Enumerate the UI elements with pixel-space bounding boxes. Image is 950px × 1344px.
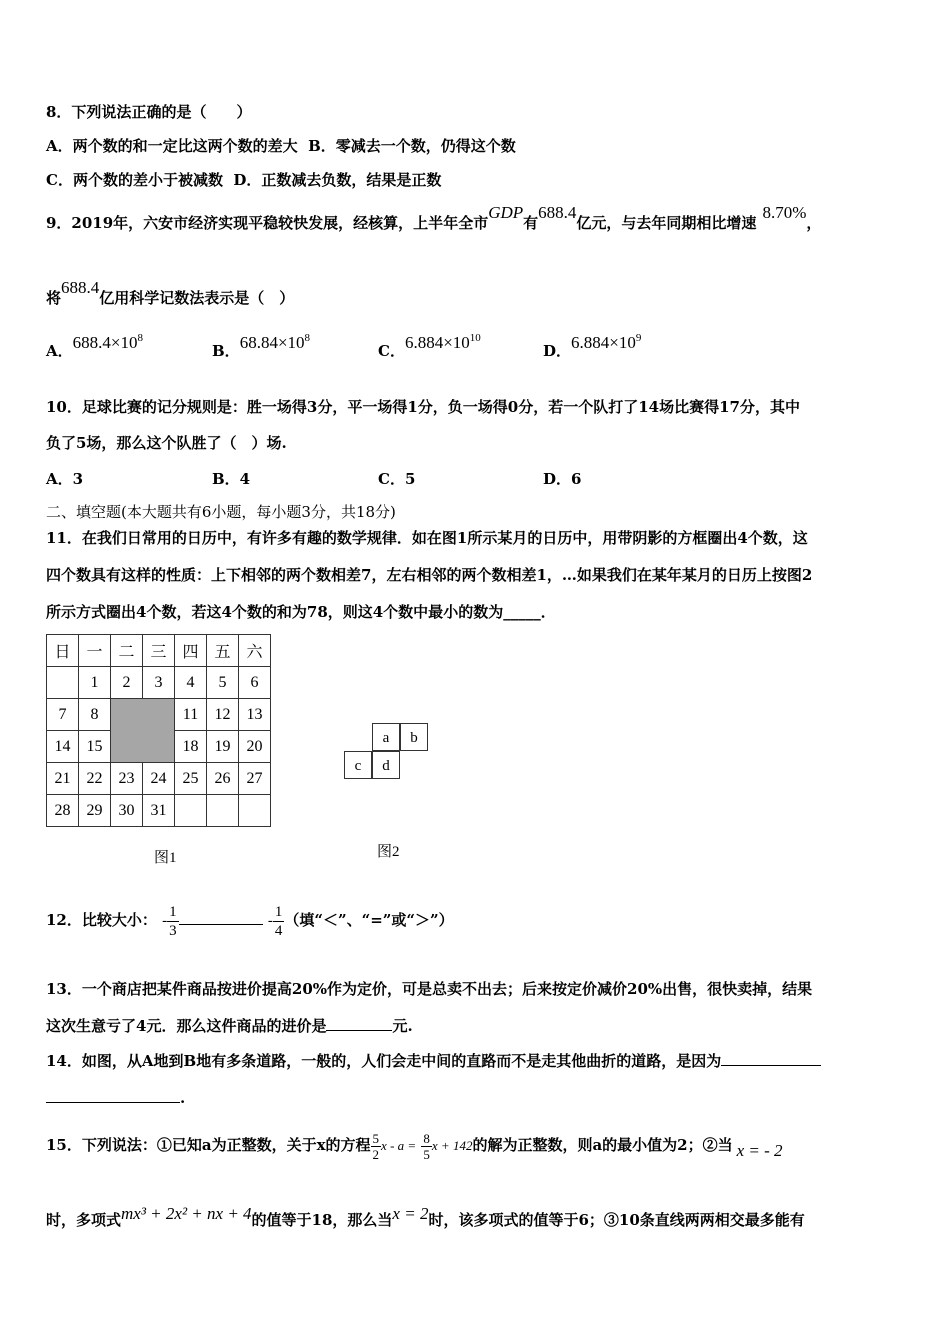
q12-answer-blank[interactable] [179, 924, 263, 925]
calendar-header-cell: 三 [143, 635, 175, 667]
q10-line2: 负了5场，那么这个队胜了（ ）场. [46, 434, 287, 452]
q15-line2-post: 时，该多项式的值等于6；③10条直线两两相交最多能有 [428, 1211, 805, 1229]
q10-option-c: C．5 [378, 470, 416, 488]
calendar-cell [47, 667, 79, 699]
calendar-cell: 18 [175, 731, 207, 763]
q9-option-d [543, 332, 642, 361]
q14-line1 [46, 1051, 821, 1071]
calendar-header-row [47, 635, 271, 667]
calendar-cell: 31 [143, 795, 175, 827]
q15-line2 [46, 1202, 805, 1238]
q12-fraction2 [273, 903, 285, 940]
q9-option-a-exp: 8 [137, 332, 143, 344]
q9-option-b [212, 332, 311, 361]
calendar-figure-1 [46, 634, 271, 827]
q11-line2: 四个数具有这样的性质：上下相邻的两个数相差7，左右相邻的两个数相差1，…如果我们在某年某月的日历上按图2 [46, 566, 813, 584]
q9-option-b-label: B． [212, 342, 240, 360]
q9-line2-pre: 将 [46, 289, 62, 307]
q15-eq-fraction1-den: 2 [372, 1146, 380, 1162]
calendar-header-cell: 一 [79, 635, 111, 667]
q9-line2-post: 亿用科学记数法表示是（ ） [99, 289, 295, 307]
calendar-cell: 20 [239, 731, 271, 763]
q10-option-b: B．4 [212, 470, 251, 488]
figure-1-caption: 图1 [154, 850, 177, 866]
q9-option-a-label: A． [46, 342, 73, 360]
calendar-cell [175, 795, 207, 827]
q12-fraction1-num: 1 [169, 903, 177, 920]
q12-fraction1-sign: - [162, 913, 168, 929]
q13-line1: 13．一个商店把某件商品按进价提高20%作为定价，可是总卖不出去；后来按定价减价20%出售，很快卖掉，结果 [46, 980, 813, 998]
q10-line1: 10．足球比赛的记分规则是：胜一场得3分，平一场得1分，负一场得0分，若一个队打了14场比赛得17分，其中 [46, 398, 800, 416]
q15-eq-mid: x - a = [381, 1138, 417, 1153]
calendar-header-cell: 四 [175, 635, 207, 667]
q12-fraction2-den: 4 [274, 922, 283, 939]
q15-eq-fraction2-den: 5 [423, 1146, 430, 1162]
q9-option-b-exp: 8 [304, 332, 311, 344]
q14-answer-blank-1[interactable] [721, 1065, 821, 1066]
q14-line2 [46, 1088, 185, 1108]
calendar-cell: 2 [111, 667, 143, 699]
q8-options-row2 [46, 170, 441, 190]
q11-line3: 所示方式圈出4个数，若这4个数的和为78，则这4个数中最小的数为_____． [46, 603, 556, 621]
shaded-box [111, 699, 175, 763]
calendar-row [47, 667, 271, 699]
figure-2-caption: 图2 [377, 844, 400, 860]
calendar-cell [239, 795, 271, 827]
q9-option-a-base: 688.4×10 [72, 333, 138, 352]
q13-line2 [46, 1016, 413, 1036]
q13-line2-pre: 这次生意亏了4元．那么这件商品的进价是 [46, 1017, 327, 1035]
q9-text4: ， [806, 214, 822, 232]
q9-option-c-base: 6.884×10 [404, 333, 470, 352]
q9-option-c-math [405, 333, 481, 352]
q8-option-b: B．零减去一个数，仍得这个数 [308, 137, 516, 155]
calendar-row [47, 699, 271, 731]
figure-2-cell-c: c [344, 751, 372, 779]
q15-eq-fraction2 [421, 1131, 432, 1162]
calendar-cell: 23 [111, 763, 143, 795]
calendar-header-cell: 日 [47, 635, 79, 667]
calendar-cell: 27 [239, 763, 271, 795]
calendar-header-cell: 六 [239, 635, 271, 667]
q15-line1 [46, 1125, 783, 1166]
q8-option-c: C．两个数的差小于被减数 [46, 171, 223, 189]
q8-option-a: A．两个数的和一定比这两个数的差大 [46, 137, 298, 155]
q9-gdp: GDP [488, 203, 524, 222]
calendar-cell: 7 [47, 699, 79, 731]
q12-line [46, 898, 454, 943]
q8-options-row1 [46, 136, 516, 156]
q9-option-c [378, 332, 481, 361]
q12-post: （填“＜”、“=”或“＞”） [284, 911, 454, 929]
q14-line2-post: . [180, 1089, 186, 1107]
q15-eq-fraction2-num: 8 [423, 1130, 430, 1146]
q9-option-d-label: D． [543, 342, 572, 360]
calendar-cell: 19 [207, 731, 239, 763]
calendar-row [47, 795, 271, 827]
calendar-cell [207, 795, 239, 827]
figure-2-cell-b: b [400, 723, 428, 751]
q9-value: 688.4 [538, 203, 577, 222]
calendar-cell: 14 [47, 731, 79, 763]
calendar-cell: 4 [175, 667, 207, 699]
calendar-cell: 28 [47, 795, 79, 827]
q9-option-d-exp: 9 [635, 332, 642, 344]
q11-line1: 11．在我们日常用的日历中，有许多有趣的数学规律．如在图1所示某月的日历中，用带阴影的方框圈出4个数，这 [46, 529, 808, 547]
calendar-header-cell: 五 [207, 635, 239, 667]
q15-cond: x = - 2 [736, 1141, 783, 1160]
q15-eq-fraction1 [371, 1131, 382, 1162]
calendar-cell: 15 [79, 731, 111, 763]
q14-line1-text: 14．如图，从A地到B地有多条道路，一般的，人们会走中间的直路而不是走其他曲折的道路，是因为 [46, 1052, 722, 1070]
q15-line2-mid: 的值等于18，那么当 [251, 1211, 393, 1229]
q15-mid: 的解为正整数，则a的最小值为2；②当 [472, 1136, 733, 1154]
calendar-cell: 6 [239, 667, 271, 699]
calendar-cell: 11 [175, 699, 207, 731]
q15-eq-end: x + 142 [431, 1138, 473, 1153]
q9-text2: 有 [523, 214, 539, 232]
calendar-cell: 13 [239, 699, 271, 731]
calendar-cell: 8 [79, 699, 111, 731]
q10-option-a: A．3 [46, 470, 84, 488]
calendar-cell: 1 [79, 667, 111, 699]
q9-text1: 9．2019年，六安市经济实现平稳较快发展，经核算，上半年全市 [46, 214, 489, 232]
q12-pre: 12．比较大小： [46, 911, 157, 929]
q12-fraction1 [167, 903, 179, 940]
q9-option-b-base: 68.84×10 [239, 333, 305, 352]
q8-option-d: D．正数减去负数，结果是正数 [233, 171, 442, 189]
q14-answer-blank-2[interactable] [46, 1102, 180, 1103]
q13-answer-blank[interactable] [326, 1030, 392, 1031]
q9-line2-value: 688.4 [61, 278, 100, 297]
q9-option-d-base: 6.884×10 [571, 333, 636, 352]
calendar-cell: 5 [207, 667, 239, 699]
q15-polynomial: mx³ + 2x² + nx + 4 [121, 1204, 252, 1223]
calendar-cell: 22 [79, 763, 111, 795]
calendar-cell: 29 [79, 795, 111, 827]
q12-fraction1-den: 3 [169, 922, 177, 939]
q15-line2-pre: 时，多项式 [46, 1211, 122, 1229]
q9-rate: 8.70% [762, 203, 807, 222]
q12-fraction2-num: 1 [274, 903, 283, 920]
q10-option-d: D．6 [543, 470, 582, 488]
calendar-cell: 21 [47, 763, 79, 795]
calendar-row [47, 763, 271, 795]
section-2-heading: 二、填空题(本大题共有6小题，每小题3分，共18分) [46, 503, 396, 521]
calendar-cell: 25 [175, 763, 207, 795]
calendar-cell: 30 [111, 795, 143, 827]
calendar-cell: 24 [143, 763, 175, 795]
calendar-cell: 12 [207, 699, 239, 731]
calendar-cell: 26 [207, 763, 239, 795]
q12-fraction2-sign: - [267, 913, 273, 929]
q13-line2-post: 元. [392, 1017, 413, 1035]
q15-pre: 15．下列说法：①已知a为正整数，关于x的方程 [46, 1136, 371, 1154]
q9-text3: 亿元，与去年同期相比增速 [576, 214, 757, 232]
q9-line2 [46, 280, 294, 316]
figure-2-cell-d: d [372, 751, 400, 779]
q9-option-c-exp: 10 [469, 332, 481, 344]
q8-stem: 8．下列说法正确的是（ ） [46, 103, 252, 121]
q9-option-c-label: C． [378, 342, 405, 360]
calendar-header-cell: 二 [111, 635, 143, 667]
q15-eq-fraction1-num: 5 [372, 1130, 380, 1146]
q15-cond2: x = 2 [392, 1204, 429, 1223]
q9-option-b-math [240, 333, 310, 352]
q9-option-d-math [571, 333, 641, 352]
q9-line1 [46, 205, 821, 241]
q9-option-a-math [73, 333, 143, 352]
calendar-cell: 3 [143, 667, 175, 699]
q9-option-a [46, 332, 143, 361]
figure-2-cell-a: a [372, 723, 400, 751]
